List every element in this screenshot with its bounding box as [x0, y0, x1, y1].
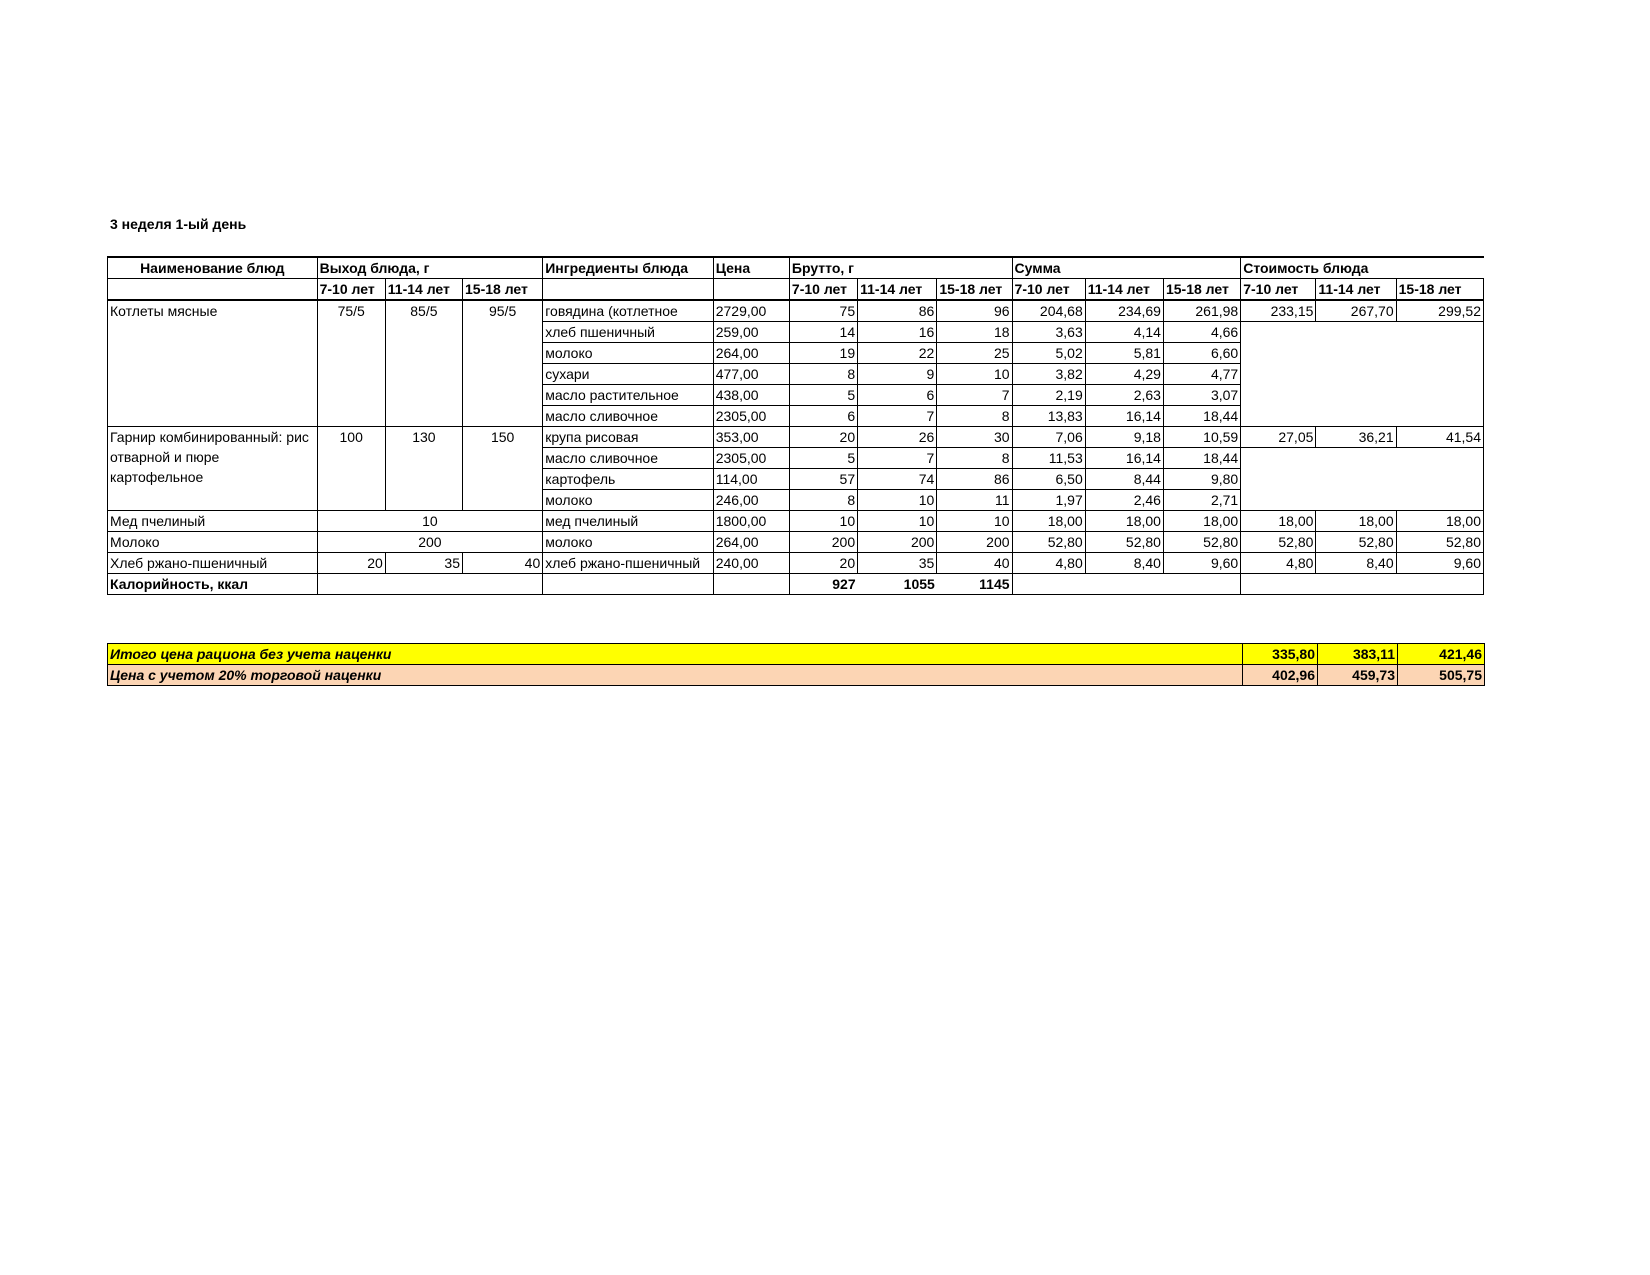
ingredient-sum: 18,44 — [1163, 448, 1240, 469]
ingredient-sum: 52,80 — [1012, 532, 1085, 553]
ingredient-brutto: 5 — [789, 385, 857, 406]
ingredient-sum: 18,44 — [1163, 406, 1240, 427]
ingredient-sum: 5,02 — [1012, 343, 1085, 364]
ingredient-sum: 2,71 — [1163, 490, 1240, 511]
empty-cell — [1241, 364, 1484, 385]
age-header: 11-14 лет — [385, 279, 462, 301]
dish-name: Гарнир комбинированный: рис отварной и пюре картофельное — [108, 427, 318, 511]
dish-row — [108, 532, 1484, 553]
dish-yield: 40 — [463, 553, 543, 574]
ingredient-name: молоко — [543, 490, 713, 511]
dish-cost: 299,52 — [1396, 300, 1483, 322]
ingredient-price: 438,00 — [713, 385, 789, 406]
totals-table — [107, 643, 1485, 686]
ingredient-brutto: 20 — [789, 553, 857, 574]
total-value-11-14: 383,11 — [1318, 644, 1398, 665]
ingredient-brutto: 10 — [858, 490, 937, 511]
ingredient-brutto: 8 — [937, 406, 1012, 427]
ingredient-brutto: 7 — [937, 385, 1012, 406]
calories-value: 1055 — [858, 574, 937, 595]
ingredient-sum: 5,81 — [1085, 343, 1163, 364]
ingredient-sum: 234,69 — [1085, 300, 1163, 322]
age-header: 15-18 лет — [1163, 279, 1240, 301]
header-ages-row — [108, 279, 1484, 301]
total-value-15-18: 421,46 — [1398, 644, 1485, 665]
ingredient-brutto: 20 — [789, 427, 857, 448]
ingredient-sum: 8,44 — [1085, 469, 1163, 490]
total-row — [108, 644, 1485, 665]
header-dish: Наименование блюд — [108, 257, 318, 279]
ingredient-name: масло растительное — [543, 385, 713, 406]
dish-name: Хлеб ржано-пшеничный — [108, 553, 318, 574]
ingredient-sum: 261,98 — [1163, 300, 1240, 322]
calories-row — [108, 574, 1484, 595]
ingredient-sum: 16,14 — [1085, 448, 1163, 469]
dish-cost: 4,80 — [1241, 553, 1316, 574]
ingredient-price: 246,00 — [713, 490, 789, 511]
dish-cost: 27,05 — [1241, 427, 1316, 448]
markup-row — [108, 665, 1485, 686]
ingredient-sum: 204,68 — [1012, 300, 1085, 322]
ingredient-price: 114,00 — [713, 469, 789, 490]
dish-cost: 36,21 — [1316, 427, 1396, 448]
ingredient-sum: 4,77 — [1163, 364, 1240, 385]
ingredient-brutto: 8 — [789, 364, 857, 385]
ingredient-sum: 9,18 — [1085, 427, 1163, 448]
ingredient-brutto: 14 — [789, 322, 857, 343]
age-header: 7-10 лет — [1241, 279, 1316, 301]
total-value-7-10: 335,80 — [1243, 644, 1318, 665]
ingredient-price: 2305,00 — [713, 448, 789, 469]
ingredient-sum: 52,80 — [1163, 532, 1240, 553]
ingredient-brutto: 40 — [937, 553, 1012, 574]
dish-cost: 233,15 — [1241, 300, 1316, 322]
ingredient-sum: 13,83 — [1012, 406, 1085, 427]
ingredient-name: мед пчелиный — [543, 511, 713, 532]
dish-row — [108, 427, 1484, 448]
menu-table — [107, 256, 1484, 595]
dish-name: Молоко — [108, 532, 318, 553]
dish-yield: 150 — [463, 427, 543, 511]
ingredient-brutto: 10 — [789, 511, 857, 532]
ingredient-brutto: 200 — [937, 532, 1012, 553]
age-header: 11-14 лет — [858, 279, 937, 301]
ingredient-sum: 4,80 — [1012, 553, 1085, 574]
dish-cost: 18,00 — [1396, 511, 1483, 532]
age-header: 15-18 лет — [937, 279, 1012, 301]
dish-cost: 52,80 — [1396, 532, 1483, 553]
ingredient-brutto: 10 — [858, 511, 937, 532]
ingredient-brutto: 11 — [937, 490, 1012, 511]
age-header: 15-18 лет — [463, 279, 543, 301]
ingredient-price: 259,00 — [713, 322, 789, 343]
dish-row — [108, 300, 1484, 322]
ingredient-sum: 3,82 — [1012, 364, 1085, 385]
ingredient-brutto: 18 — [937, 322, 1012, 343]
ingredient-sum: 11,53 — [1012, 448, 1085, 469]
ingredient-brutto: 26 — [858, 427, 937, 448]
dish-yield: 10 — [317, 511, 543, 532]
ingredient-name: крупа рисовая — [543, 427, 713, 448]
header-empty — [713, 279, 789, 301]
empty-cell — [317, 574, 543, 595]
empty-cell — [1241, 406, 1484, 427]
ingredient-sum: 18,00 — [1085, 511, 1163, 532]
ingredient-sum: 6,50 — [1012, 469, 1085, 490]
ingredient-brutto: 200 — [789, 532, 857, 553]
ingredient-brutto: 10 — [937, 364, 1012, 385]
dish-cost: 9,60 — [1396, 553, 1483, 574]
ingredient-sum: 7,06 — [1012, 427, 1085, 448]
ingredient-brutto: 8 — [789, 490, 857, 511]
ingredient-brutto: 7 — [858, 406, 937, 427]
ingredient-sum: 18,00 — [1012, 511, 1085, 532]
ingredient-brutto: 10 — [937, 511, 1012, 532]
header-ingredients: Ингредиенты блюда — [543, 257, 713, 279]
ingredient-sum: 4,66 — [1163, 322, 1240, 343]
dish-yield: 100 — [317, 427, 385, 511]
dish-yield: 35 — [385, 553, 462, 574]
age-header: 7-10 лет — [789, 279, 857, 301]
ingredient-brutto: 5 — [789, 448, 857, 469]
header-yield: Выход блюда, г — [317, 257, 543, 279]
ingredient-price: 2305,00 — [713, 406, 789, 427]
ingredient-sum: 52,80 — [1085, 532, 1163, 553]
ingredient-name: хлеб пшеничный — [543, 322, 713, 343]
empty-cell — [1241, 448, 1484, 469]
dish-row — [108, 553, 1484, 574]
markup-value-7-10: 402,96 — [1243, 665, 1318, 686]
empty-cell — [1241, 469, 1484, 490]
ingredient-brutto: 96 — [937, 300, 1012, 322]
ingredient-brutto: 16 — [858, 322, 937, 343]
empty-cell — [1241, 343, 1484, 364]
ingredient-brutto: 19 — [789, 343, 857, 364]
ingredient-sum: 3,07 — [1163, 385, 1240, 406]
dish-cost: 267,70 — [1316, 300, 1396, 322]
ingredient-price: 477,00 — [713, 364, 789, 385]
empty-cell — [713, 574, 789, 595]
ingredient-brutto: 74 — [858, 469, 937, 490]
calories-value: 1145 — [937, 574, 1012, 595]
markup-value-11-14: 459,73 — [1318, 665, 1398, 686]
header-price: Цена — [713, 257, 789, 279]
ingredient-brutto: 8 — [937, 448, 1012, 469]
ingredient-name: молоко — [543, 343, 713, 364]
dish-cost: 8,40 — [1316, 553, 1396, 574]
dish-yield: 85/5 — [385, 300, 462, 427]
ingredient-sum: 3,63 — [1012, 322, 1085, 343]
ingredient-brutto: 200 — [858, 532, 937, 553]
dish-yield: 200 — [317, 532, 543, 553]
ingredient-sum: 2,63 — [1085, 385, 1163, 406]
ingredient-sum: 9,80 — [1163, 469, 1240, 490]
age-header: 7-10 лет — [317, 279, 385, 301]
age-header: 11-14 лет — [1316, 279, 1396, 301]
dish-name: Котлеты мясные — [108, 300, 318, 427]
ingredient-price: 264,00 — [713, 532, 789, 553]
ingredient-brutto: 6 — [789, 406, 857, 427]
ingredient-sum: 6,60 — [1163, 343, 1240, 364]
ingredient-brutto: 6 — [858, 385, 937, 406]
dish-cost: 52,80 — [1316, 532, 1396, 553]
ingredient-brutto: 86 — [858, 300, 937, 322]
markup-value-15-18: 505,75 — [1398, 665, 1485, 686]
ingredient-sum: 1,97 — [1012, 490, 1085, 511]
ingredient-sum: 16,14 — [1085, 406, 1163, 427]
ingredient-name: говядина (котлетное — [543, 300, 713, 322]
age-header: 7-10 лет — [1012, 279, 1085, 301]
ingredient-sum: 2,19 — [1012, 385, 1085, 406]
empty-cell — [1241, 322, 1484, 343]
ingredient-brutto: 25 — [937, 343, 1012, 364]
dish-yield: 130 — [385, 427, 462, 511]
calories-value: 927 — [789, 574, 857, 595]
dish-yield: 75/5 — [317, 300, 385, 427]
header-row — [108, 257, 1484, 279]
ingredient-sum: 2,46 — [1085, 490, 1163, 511]
ingredient-sum: 4,14 — [1085, 322, 1163, 343]
page-title: 3 неделя 1-ый день — [110, 216, 247, 232]
ingredient-brutto: 7 — [858, 448, 937, 469]
header-empty — [108, 279, 318, 301]
ingredient-brutto: 57 — [789, 469, 857, 490]
ingredient-sum: 18,00 — [1163, 511, 1240, 532]
dish-cost: 52,80 — [1241, 532, 1316, 553]
ingredient-price: 240,00 — [713, 553, 789, 574]
empty-cell — [543, 574, 713, 595]
empty-cell — [1012, 574, 1241, 595]
total-label: Итого цена рациона без учета наценки — [108, 644, 1243, 665]
ingredient-price: 353,00 — [713, 427, 789, 448]
empty-cell — [1241, 574, 1484, 595]
ingredient-brutto: 75 — [789, 300, 857, 322]
age-header: 15-18 лет — [1396, 279, 1483, 301]
ingredient-price: 264,00 — [713, 343, 789, 364]
ingredient-sum: 8,40 — [1085, 553, 1163, 574]
ingredient-name: картофель — [543, 469, 713, 490]
ingredient-price: 1800,00 — [713, 511, 789, 532]
header-cost: Стоимость блюда — [1241, 257, 1484, 279]
calories-label: Калорийность, ккал — [108, 574, 318, 595]
age-header: 11-14 лет — [1085, 279, 1163, 301]
empty-cell — [1241, 490, 1484, 511]
dish-name: Мед пчелиный — [108, 511, 318, 532]
ingredient-price: 2729,00 — [713, 300, 789, 322]
ingredient-brutto: 35 — [858, 553, 937, 574]
ingredient-sum: 4,29 — [1085, 364, 1163, 385]
ingredient-name: хлеб ржано-пшеничный — [543, 553, 713, 574]
ingredient-sum: 9,60 — [1163, 553, 1240, 574]
ingredient-name: масло сливочное — [543, 406, 713, 427]
ingredient-brutto: 30 — [937, 427, 1012, 448]
dish-row — [108, 511, 1484, 532]
dish-cost: 18,00 — [1316, 511, 1396, 532]
header-empty — [543, 279, 713, 301]
header-brutto: Брутто, г — [789, 257, 1012, 279]
empty-cell — [1241, 385, 1484, 406]
markup-label: Цена с учетом 20% торговой наценки — [108, 665, 1243, 686]
dish-cost: 18,00 — [1241, 511, 1316, 532]
ingredient-name: масло сливочное — [543, 448, 713, 469]
ingredient-brutto: 9 — [858, 364, 937, 385]
dish-yield: 20 — [317, 553, 385, 574]
ingredient-brutto: 22 — [858, 343, 937, 364]
dish-yield: 95/5 — [463, 300, 543, 427]
ingredient-name: молоко — [543, 532, 713, 553]
ingredient-brutto: 86 — [937, 469, 1012, 490]
ingredient-sum: 10,59 — [1163, 427, 1240, 448]
ingredient-name: сухари — [543, 364, 713, 385]
header-sum: Сумма — [1012, 257, 1241, 279]
dish-cost: 41,54 — [1396, 427, 1483, 448]
